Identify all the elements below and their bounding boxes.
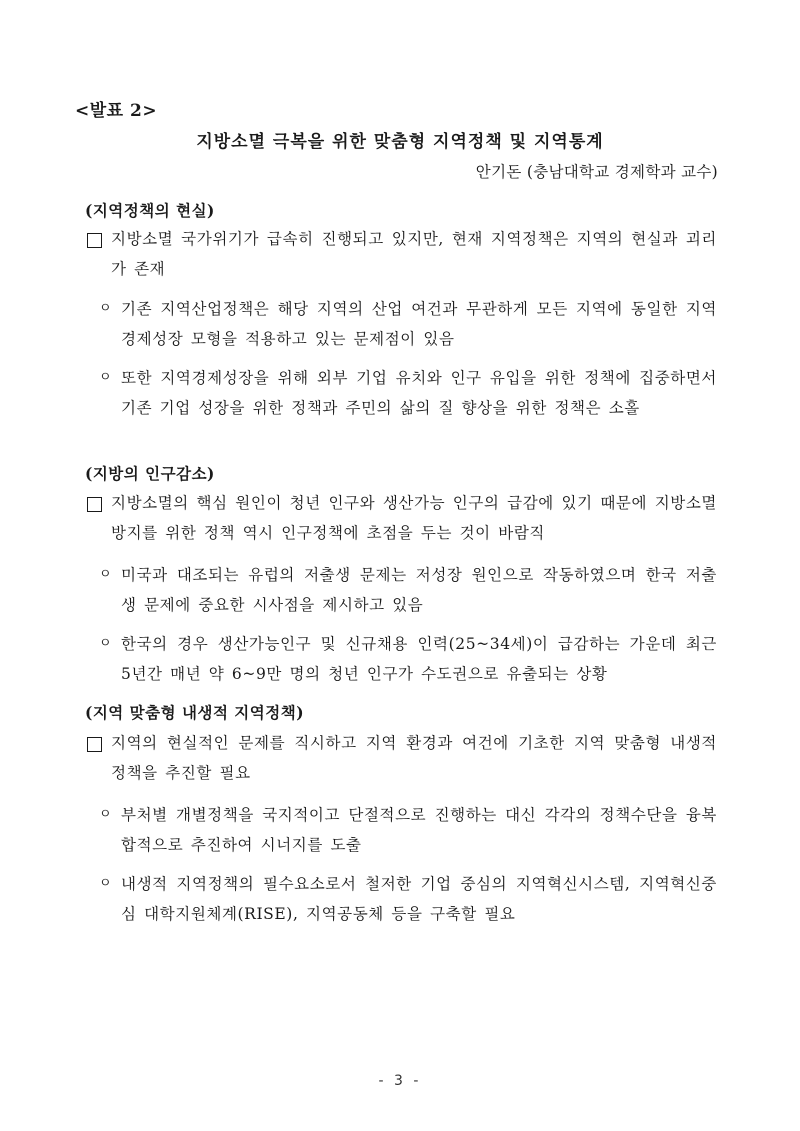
sub-point bbox=[97, 869, 717, 929]
author-line: 안기돈 (충남대학교 경제학과 교수) bbox=[475, 163, 718, 181]
square-bullet-icon bbox=[87, 233, 102, 248]
main-point-text: 지역의 현실적인 문제를 직시하고 지역 환경과 여건에 기초한 지역 맞춤형 내생적 정책을 추진할 필요 bbox=[111, 734, 717, 782]
sub-point-text: 내생적 지역정책의 필수요소로서 철저한 기업 중심의 지역혁신시스템, 지역혁신중심 대학지원체계(RISE), 지역공동체 등을 구축할 필요 bbox=[121, 875, 717, 923]
main-point bbox=[87, 488, 717, 548]
presentation-label: <발표 2> bbox=[75, 101, 158, 121]
main-point-text: 지방소멸의 핵심 원인이 청년 인구와 생산가능 인구의 급감에 있기 때문에 지방소멸 방지를 위한 정책 역시 인구정책에 초점을 두는 것이 바람직 bbox=[111, 494, 717, 542]
section-heading-endogenous-policy: (지역 맞춤형 내생적 지역정책) bbox=[85, 703, 305, 722]
sub-point-text: 기존 지역산업정책은 해당 지역의 산업 여건과 무관하게 모든 지역에 동일한 지역경제성장 모형을 적용하고 있는 문제점이 있음 bbox=[121, 300, 717, 348]
square-bullet-icon bbox=[87, 497, 102, 512]
circle-bullet-icon: ㅇ bbox=[99, 567, 113, 582]
circle-bullet-icon: ㅇ bbox=[99, 876, 113, 891]
square-bullet-icon bbox=[87, 737, 102, 752]
sub-point bbox=[97, 363, 717, 423]
sub-point bbox=[97, 294, 717, 354]
page-number: - 3 - bbox=[378, 1073, 422, 1089]
sub-point bbox=[97, 560, 717, 620]
circle-bullet-icon: ㅇ bbox=[99, 807, 113, 822]
sub-point bbox=[97, 800, 717, 860]
sub-point-text: 미국과 대조되는 유럽의 저출생 문제는 저성장 원인으로 작동하였으며 한국 저출생 문제에 중요한 시사점을 제시하고 있음 bbox=[121, 566, 717, 614]
circle-bullet-icon: ㅇ bbox=[99, 636, 113, 651]
sub-point-text: 또한 지역경제성장을 위해 외부 기업 유치와 인구 유입을 위한 정책에 집중하면서 기존 기업 성장을 위한 정책과 주민의 삶의 질 향상을 위한 정책은 소홀 bbox=[121, 369, 717, 417]
circle-bullet-icon: ㅇ bbox=[99, 370, 113, 385]
document-title: 지방소멸 극복을 위한 맞춤형 지역정책 및 지역통계 bbox=[196, 132, 604, 152]
section-heading-population-decline: (지방의 인구감소) bbox=[85, 464, 215, 483]
main-point bbox=[87, 224, 717, 284]
circle-bullet-icon: ㅇ bbox=[99, 301, 113, 316]
sub-point-text: 한국의 경우 생산가능인구 및 신규채용 인력(25~34세)이 급감하는 가운데 최근 5년간 매년 약 6~9만 명의 청년 인구가 수도권으로 유출되는 상황 bbox=[121, 635, 717, 683]
main-point-text: 지방소멸 국가위기가 급속히 진행되고 있지만, 현재 지역정책은 지역의 현실과 괴리가 존재 bbox=[111, 230, 717, 278]
section-heading-policy-reality: (지역정책의 현실) bbox=[85, 201, 215, 220]
sub-point bbox=[97, 629, 717, 689]
main-point bbox=[87, 728, 717, 788]
sub-point-text: 부처별 개별정책을 국지적이고 단절적으로 진행하는 대신 각각의 정책수단을 융복합적으로 추진하여 시너지를 도출 bbox=[121, 806, 717, 854]
